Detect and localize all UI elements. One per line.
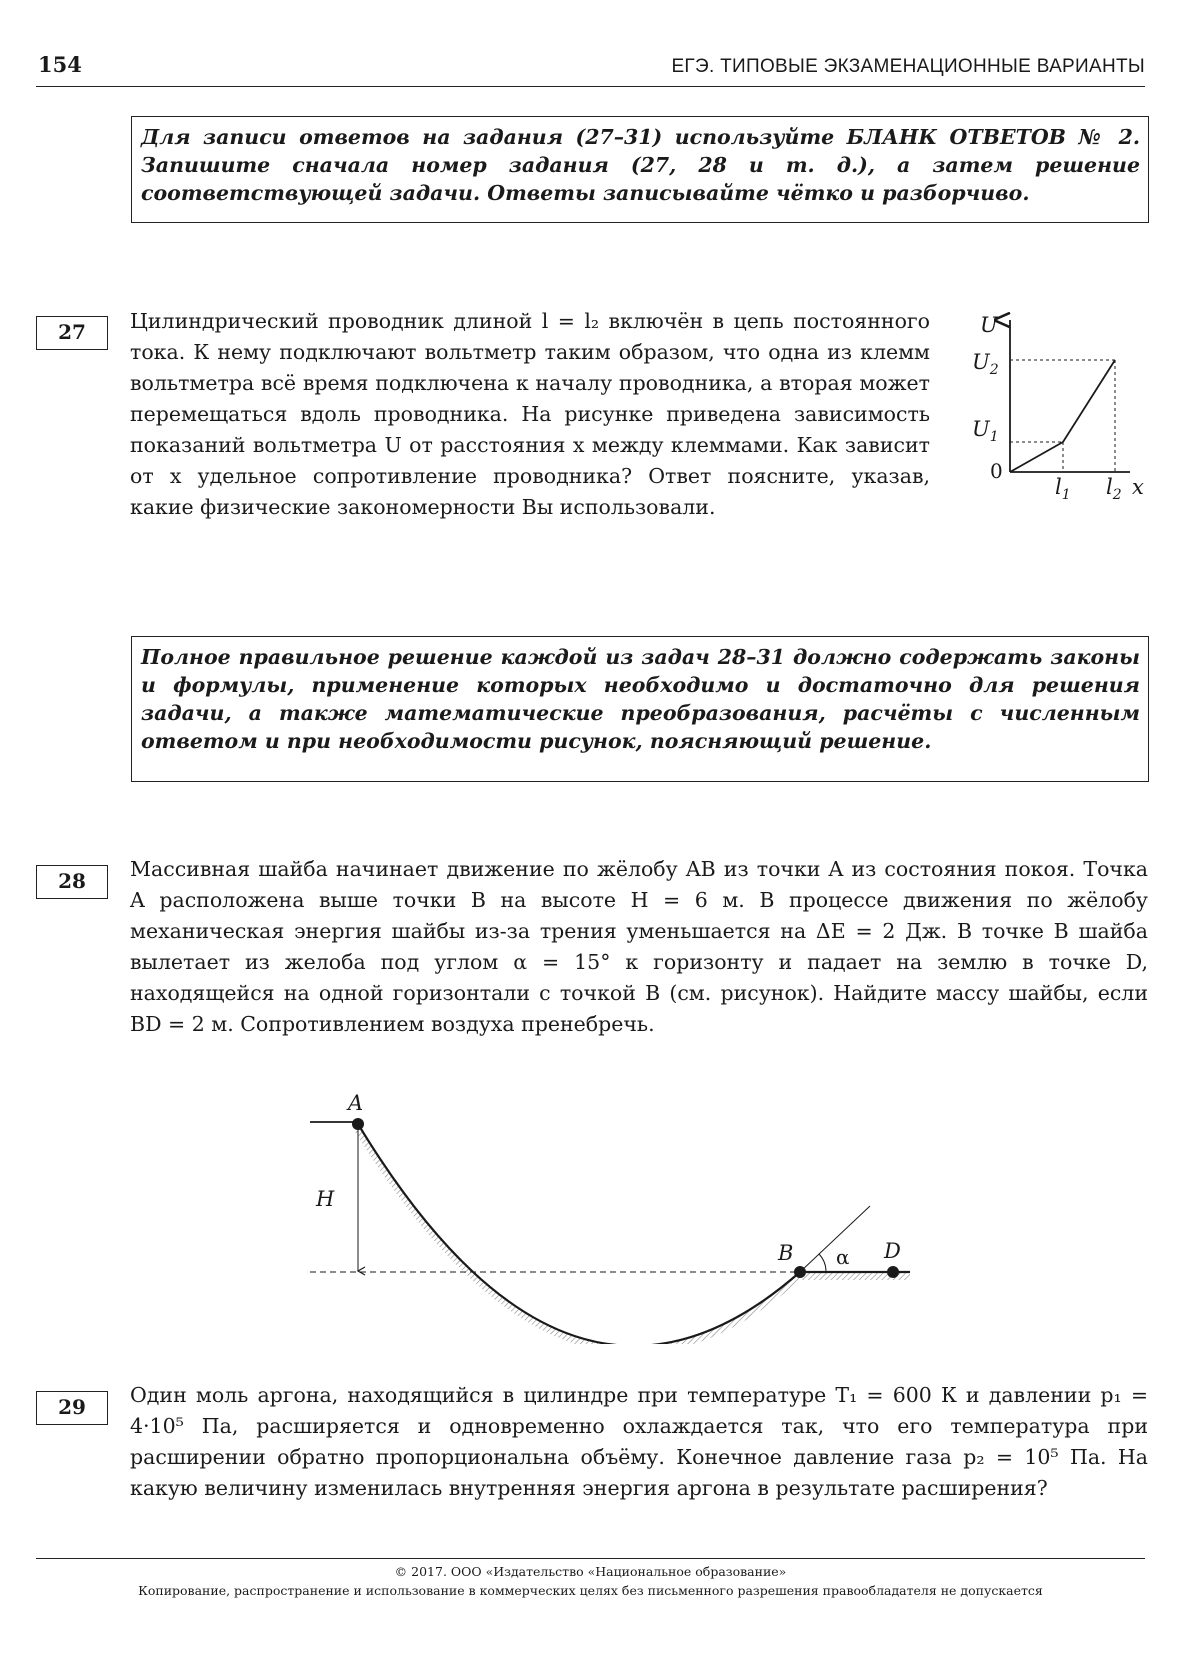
point-b (794, 1266, 806, 1278)
header-rule (36, 86, 1145, 87)
running-header: ЕГЭ. ТИПОВЫЕ ЭКЗАМЕНАЦИОННЫЕ ВАРИАНТЫ (671, 56, 1145, 77)
point-a (352, 1118, 364, 1130)
label-d: D (884, 1239, 901, 1263)
chute-curve (358, 1124, 800, 1344)
label-l2: l2 (1106, 475, 1122, 503)
answer-sheet-instruction: Для записи ответов на задания (27–31) используйте БЛАНК ОТВЕТОВ № 2. Запишите сначала номер задания (27, 28 и т. д.), а затем решение соответствующей задачи. Ответы записывайте чётко и разборчиво. (131, 116, 1149, 223)
footer-rule (36, 1558, 1145, 1559)
label-l1: l1 (1055, 475, 1071, 503)
label-u1: U1 (972, 417, 999, 445)
label-origin: 0 (990, 459, 1003, 483)
copyright-line: © 2017. ООО «Издательство «Национальное образование» (394, 1564, 787, 1579)
chute-diagram (310, 1082, 970, 1344)
task-27-number: 27 (36, 316, 108, 350)
label-b: B (778, 1241, 794, 1265)
label-x-axis: x (1132, 475, 1144, 499)
task-27-text: Цилиндрический проводник длиной l = l₂ включён в цепь постоянного тока. К нему подключают вольтметр таким образом, что одна из клемм вольтметра всё время подключена к началу проводника, а вторая может перемещаться вдоль проводника. На рисунке приведена зависимость показаний вольтметра U от расстояния x между клеммами. Как зависит от x удельное сопротивление проводника? Ответ поясните, указав, какие физические закономерности Вы использовали. (130, 309, 930, 519)
label-u2: U2 (972, 350, 999, 378)
task-29-number: 29 (36, 1391, 108, 1425)
label-h: H (316, 1187, 335, 1211)
label-alpha: α (836, 1245, 850, 1269)
task-28-text: Массивная шайба начинает движение по жёлобу AB из точки A из состояния покоя. Точка A расположена выше точки B на высоте H = 6 м. В процессе движения по жёлобу механическая энергия шайбы из-за трения уменьшается на ΔE = 2 Дж. В точке B шайба вылетает из желоба под углом α = 15° к горизонту и падает на землю в точке D, находящейся на одной горизонтали с точкой B (см. рисунок). Найдите массу шайбы, если BD = 2 м. Сопротивлением воздуха пренебречь. (130, 857, 1148, 1036)
label-a: A (348, 1091, 364, 1115)
solution-requirements-note: Полное правильное решение каждой из задач 28–31 должно содержать законы и формулы, применение которых необходимо и достаточно для решения задачи, а также математические преобразования, расчёты с численным ответом и при необходимости рисунок, поясняющий решение. (131, 636, 1149, 782)
task-29-text: Один моль аргона, находящийся в цилиндре при температуре T₁ = 600 К и давлении p₁ = 4·10⁵ Па, расширяется и одновременно охлаждается так, что его температура при расширении обратно пропорциональна объёму. Конечное давление газа p₂ = 10⁵ Па. На какую величину изменилась внутренняя энергия аргона в результате расширения? (130, 1383, 1148, 1500)
angle-arc (819, 1254, 826, 1272)
label-u-axis: U (980, 313, 998, 337)
copyright-notice: Копирование, распространение и использование в коммерческих целях без письменного разрешения правообладателя не допускается (138, 1583, 1043, 1598)
point-d (887, 1266, 899, 1278)
voltage-graph (960, 312, 1150, 512)
page-number: 154 (38, 52, 82, 77)
task-28-number: 28 (36, 865, 108, 899)
launch-direction (800, 1206, 870, 1272)
